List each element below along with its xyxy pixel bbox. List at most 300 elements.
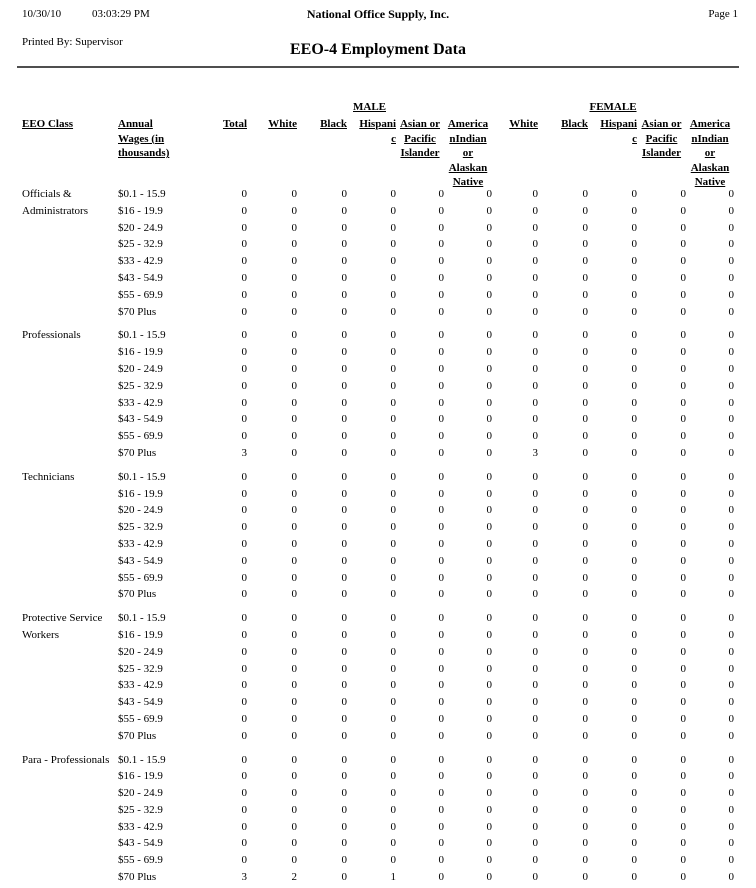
male-hispanic-value-cell: 0 (390, 854, 396, 867)
total-value-cell: 0 (241, 696, 247, 709)
total-value-cell: 0 (241, 271, 247, 284)
total-value-cell: 0 (241, 537, 247, 550)
female-american-indian-value-cell: 0 (728, 588, 734, 601)
female-hispanic-value-cell: 0 (631, 612, 637, 625)
male-white-header (247, 117, 297, 190)
female-white-value-cell: 0 (532, 753, 538, 766)
female-black-value-cell: 0 (582, 504, 588, 517)
female-black-value-cell: 0 (582, 430, 588, 443)
female-black-value-cell: 0 (582, 487, 588, 500)
male-american-indian-value-cell: 0 (486, 729, 492, 742)
male-hispanic-value-cell: 0 (390, 679, 396, 692)
total-value-cell: 0 (241, 662, 247, 675)
male-white-value-cell: 0 (291, 305, 297, 318)
female-american-indian-value-cell: 0 (728, 305, 734, 318)
male-asian-pacific-value-cell: 0 (438, 329, 444, 342)
female-american-indian-value-cell: 0 (728, 446, 734, 459)
male-group-header: MALE (353, 101, 386, 113)
total-value-cell: 0 (241, 628, 247, 641)
wage-band-cell: $16 - 19.9 (118, 628, 163, 641)
male-american-indian-value-cell: 0 (486, 255, 492, 268)
female-hispanic-header (588, 117, 637, 190)
male-american-indian-value-cell: 0 (486, 854, 492, 867)
male-asian-pacific-value-cell: 0 (438, 696, 444, 709)
female-hispanic-value-cell: 0 (631, 271, 637, 284)
male-hispanic-value-cell: 0 (390, 305, 396, 318)
male-american-indian-value-cell: 0 (486, 696, 492, 709)
female-hispanic-value-cell: 0 (631, 288, 637, 301)
male-black-value-cell: 0 (341, 770, 347, 783)
wage-band-cell: $55 - 69.9 (118, 571, 163, 584)
male-american-indian-header-line: Native (452, 176, 484, 189)
male-american-indian-value-cell: 0 (486, 712, 492, 725)
male-hispanic-value-cell: 0 (390, 487, 396, 500)
female-white-value-cell: 0 (532, 396, 538, 409)
female-american-indian-value-cell: 0 (728, 329, 734, 342)
total-value-cell: 0 (241, 787, 247, 800)
female-asian-pacific-value-cell: 0 (680, 288, 686, 301)
table-row (0, 677, 756, 694)
male-asian-pacific-value-cell: 0 (438, 396, 444, 409)
male-black-value-cell: 0 (341, 271, 347, 284)
female-hispanic-value-cell: 0 (631, 628, 637, 641)
female-black-value-cell: 0 (582, 346, 588, 359)
female-asian-pacific-value-cell: 0 (680, 854, 686, 867)
male-asian-pacific-value-cell: 0 (438, 271, 444, 284)
female-white-value-cell: 0 (532, 487, 538, 500)
female-hispanic-value-cell: 0 (631, 430, 637, 443)
female-hispanic-value-cell: 0 (631, 255, 637, 268)
male-hispanic-value-cell: 0 (390, 820, 396, 833)
male-asian-pacific-value-cell: 0 (438, 470, 444, 483)
male-black-value-cell: 0 (341, 645, 347, 658)
female-asian-pacific-value-cell: 0 (680, 238, 686, 251)
female-white-value-cell: 0 (532, 204, 538, 217)
female-american-indian-value-cell: 0 (728, 346, 734, 359)
male-black-value-cell: 0 (341, 854, 347, 867)
female-hispanic-value-cell: 0 (631, 238, 637, 251)
male-asian-pacific-value-cell: 0 (438, 837, 444, 850)
total-header-line: Total (222, 118, 247, 130)
wage-band-cell: $16 - 19.9 (118, 487, 163, 500)
male-american-indian-value-cell: 0 (486, 679, 492, 692)
male-american-indian-header-line: or (462, 147, 474, 160)
female-white-value-cell: 0 (532, 571, 538, 584)
eeo-class-header (22, 117, 118, 190)
male-white-value-cell: 0 (291, 537, 297, 550)
male-american-indian-value-cell: 0 (486, 645, 492, 658)
female-hispanic-value-cell: 0 (631, 645, 637, 658)
total-value-cell: 0 (241, 487, 247, 500)
female-american-indian-value-cell: 0 (728, 787, 734, 800)
male-white-value-cell: 0 (291, 504, 297, 517)
female-american-indian-value-cell: 0 (728, 871, 734, 884)
female-black-value-cell: 0 (582, 612, 588, 625)
table-row (0, 411, 756, 428)
male-asian-pacific-value-cell: 0 (438, 487, 444, 500)
table-row (0, 644, 756, 661)
male-black-value-cell: 0 (341, 470, 347, 483)
female-black-value-cell: 0 (582, 837, 588, 850)
male-white-value-cell: 0 (291, 554, 297, 567)
male-black-value-cell: 0 (341, 504, 347, 517)
wage-band-cell: $70 Plus (118, 588, 157, 601)
female-american-indian-value-cell: 0 (728, 521, 734, 534)
male-american-indian-value-cell: 0 (486, 413, 492, 426)
male-american-indian-header-line: Alaskan (448, 161, 488, 174)
print-date: 10/30/10 (22, 8, 62, 20)
male-hispanic-header-line: c (391, 132, 396, 145)
female-white-value-cell: 0 (532, 255, 538, 268)
female-black-header-line: Black (561, 118, 588, 130)
male-black-header-line: Black (320, 118, 347, 130)
total-value-cell: 0 (241, 238, 247, 251)
male-asian-pacific-value-cell: 0 (438, 871, 444, 884)
male-hispanic-value-cell: 0 (390, 753, 396, 766)
male-asian-pacific-value-cell: 0 (438, 588, 444, 601)
male-black-value-cell: 0 (341, 837, 347, 850)
table-row (0, 378, 756, 395)
wage-band-cell: $43 - 54.9 (118, 554, 163, 567)
female-asian-pacific-header (637, 117, 686, 190)
male-hispanic-value-cell: 0 (390, 346, 396, 359)
male-white-value-cell: 0 (291, 712, 297, 725)
wage-band-cell: $0.1 - 15.9 (118, 753, 166, 766)
eeo-group (0, 186, 756, 320)
female-hispanic-value-cell: 0 (631, 362, 637, 375)
male-american-indian-value-cell: 0 (486, 571, 492, 584)
wage-band-cell: $55 - 69.9 (118, 288, 163, 301)
male-american-indian-value-cell: 0 (486, 803, 492, 816)
female-white-value-cell: 0 (532, 696, 538, 709)
male-black-value-cell: 0 (341, 820, 347, 833)
female-asian-pacific-value-cell: 0 (680, 770, 686, 783)
wage-band-cell: $55 - 69.9 (118, 712, 163, 725)
table-row (0, 570, 756, 587)
male-hispanic-header-line: Hispani (359, 118, 396, 130)
male-black-value-cell: 0 (341, 487, 347, 500)
male-hispanic-value-cell: 0 (390, 329, 396, 342)
male-hispanic-value-cell: 0 (390, 803, 396, 816)
male-black-value-cell: 0 (341, 521, 347, 534)
female-black-value-cell: 0 (582, 628, 588, 641)
annual-wages-header (118, 117, 198, 190)
male-asian-pacific-value-cell: 0 (438, 305, 444, 318)
female-asian-pacific-value-cell: 0 (680, 588, 686, 601)
female-white-value-cell: 0 (532, 504, 538, 517)
male-hispanic-value-cell: 0 (390, 628, 396, 641)
table-row (0, 486, 756, 503)
male-white-value-cell: 0 (291, 612, 297, 625)
wage-band-cell: $16 - 19.9 (118, 204, 163, 217)
female-american-indian-value-cell: 0 (728, 854, 734, 867)
male-asian-pacific-value-cell: 0 (438, 362, 444, 375)
wage-band-cell: $33 - 42.9 (118, 396, 163, 409)
wage-band-cell: $33 - 42.9 (118, 255, 163, 268)
total-value-cell: 0 (241, 820, 247, 833)
wage-band-cell: $0.1 - 15.9 (118, 470, 166, 483)
male-white-value-cell: 0 (291, 645, 297, 658)
female-hispanic-value-cell: 0 (631, 787, 637, 800)
printed-by: Printed By: Supervisor (22, 36, 123, 48)
female-black-value-cell: 0 (582, 753, 588, 766)
male-american-indian-value-cell: 0 (486, 446, 492, 459)
female-white-value-cell: 0 (532, 612, 538, 625)
male-white-value-cell: 0 (291, 288, 297, 301)
total-value-cell: 0 (241, 396, 247, 409)
male-hispanic-value-cell: 1 (390, 871, 396, 884)
male-asian-pacific-value-cell: 0 (438, 679, 444, 692)
female-white-value-cell: 0 (532, 871, 538, 884)
female-black-value-cell: 0 (582, 396, 588, 409)
print-time: 03:03:29 PM (92, 8, 150, 20)
male-black-value-cell: 0 (341, 238, 347, 251)
female-black-value-cell: 0 (582, 379, 588, 392)
female-white-value-cell: 0 (532, 537, 538, 550)
total-value-cell: 0 (241, 255, 247, 268)
page-number: Page 1 (708, 8, 738, 20)
male-american-indian-value-cell: 0 (486, 271, 492, 284)
male-asian-pacific-value-cell: 0 (438, 238, 444, 251)
female-black-value-cell: 0 (582, 729, 588, 742)
wage-band-cell: $43 - 54.9 (118, 696, 163, 709)
male-black-value-cell: 0 (341, 413, 347, 426)
wage-band-cell: $0.1 - 15.9 (118, 329, 166, 342)
male-asian-pacific-header-line: Islander (400, 147, 440, 160)
female-asian-pacific-value-cell: 0 (680, 871, 686, 884)
table-row (0, 586, 756, 603)
male-american-indian-value-cell: 0 (486, 521, 492, 534)
female-white-value-cell: 0 (532, 679, 538, 692)
male-black-value-cell: 0 (341, 803, 347, 816)
male-asian-pacific-value-cell: 0 (438, 413, 444, 426)
male-hispanic-value-cell: 0 (390, 787, 396, 800)
total-value-cell: 0 (241, 288, 247, 301)
male-american-indian-value-cell: 0 (486, 346, 492, 359)
wage-band-cell: $25 - 32.9 (118, 662, 163, 675)
wage-band-cell: $70 Plus (118, 305, 157, 318)
female-black-value-cell: 0 (582, 288, 588, 301)
female-white-value-cell: 0 (532, 729, 538, 742)
female-black-value-cell: 0 (582, 537, 588, 550)
female-asian-pacific-header-line: Islander (641, 147, 682, 160)
male-black-value-cell: 0 (341, 753, 347, 766)
female-white-value-cell: 0 (532, 305, 538, 318)
total-value-cell: 0 (241, 413, 247, 426)
female-asian-pacific-value-cell: 0 (680, 679, 686, 692)
male-hispanic-header (347, 117, 396, 190)
table-row (0, 502, 756, 519)
female-hispanic-value-cell: 0 (631, 305, 637, 318)
female-black-value-cell: 0 (582, 571, 588, 584)
female-hispanic-value-cell: 0 (631, 571, 637, 584)
male-hispanic-value-cell: 0 (390, 288, 396, 301)
wage-band-cell: $33 - 42.9 (118, 679, 163, 692)
header-divider (17, 66, 739, 68)
table-row (0, 728, 756, 745)
male-hispanic-value-cell: 0 (390, 662, 396, 675)
male-american-indian-value-cell: 0 (486, 470, 492, 483)
male-hispanic-value-cell: 0 (390, 413, 396, 426)
female-white-value-cell: 0 (532, 770, 538, 783)
male-asian-pacific-value-cell: 0 (438, 379, 444, 392)
female-black-value-cell: 0 (582, 329, 588, 342)
female-asian-pacific-value-cell: 0 (680, 504, 686, 517)
female-american-indian-value-cell: 0 (728, 430, 734, 443)
female-asian-pacific-value-cell: 0 (680, 662, 686, 675)
male-asian-pacific-value-cell: 0 (438, 537, 444, 550)
female-hispanic-value-cell: 0 (631, 396, 637, 409)
male-american-indian-value-cell: 0 (486, 396, 492, 409)
male-white-value-cell: 0 (291, 329, 297, 342)
female-american-indian-value-cell: 0 (728, 729, 734, 742)
male-white-value-cell: 0 (291, 188, 297, 200)
male-asian-pacific-value-cell: 0 (438, 753, 444, 766)
male-black-value-cell: 0 (341, 787, 347, 800)
female-asian-pacific-value-cell: 0 (680, 787, 686, 800)
female-american-indian-value-cell: 0 (728, 204, 734, 217)
male-white-value-cell: 0 (291, 413, 297, 426)
male-american-indian-value-cell: 0 (486, 537, 492, 550)
male-american-indian-value-cell: 0 (486, 554, 492, 567)
female-hispanic-value-cell: 0 (631, 470, 637, 483)
total-value-cell: 0 (241, 588, 247, 601)
female-hispanic-value-cell: 0 (631, 487, 637, 500)
table-row (0, 785, 756, 802)
female-american-indian-value-cell: 0 (728, 221, 734, 234)
total-value-cell: 0 (241, 430, 247, 443)
female-american-indian-value-cell: 0 (728, 554, 734, 567)
female-hispanic-value-cell: 0 (631, 537, 637, 550)
female-hispanic-value-cell: 0 (631, 521, 637, 534)
eeo-class-label: Professionals (22, 329, 81, 342)
total-value-cell: 0 (241, 712, 247, 725)
female-white-value-cell: 0 (532, 837, 538, 850)
female-hispanic-value-cell: 0 (631, 379, 637, 392)
female-asian-pacific-value-cell: 0 (680, 446, 686, 459)
female-white-value-cell: 0 (532, 188, 538, 200)
female-american-indian-value-cell: 0 (728, 571, 734, 584)
male-american-indian-value-cell: 0 (486, 753, 492, 766)
female-black-value-cell: 0 (582, 554, 588, 567)
male-american-indian-value-cell: 0 (486, 221, 492, 234)
female-asian-pacific-value-cell: 0 (680, 729, 686, 742)
female-hispanic-value-cell: 0 (631, 504, 637, 517)
male-asian-pacific-header-line: Asian or (399, 118, 441, 130)
female-black-value-cell: 0 (582, 271, 588, 284)
female-black-value-cell: 0 (582, 305, 588, 318)
table-row (0, 869, 756, 886)
male-hispanic-value-cell: 0 (390, 504, 396, 517)
male-asian-pacific-value-cell: 0 (438, 645, 444, 658)
female-hispanic-value-cell: 0 (631, 588, 637, 601)
male-white-value-cell: 0 (291, 696, 297, 709)
male-white-value-cell: 0 (291, 446, 297, 459)
total-value-cell: 0 (241, 645, 247, 658)
wage-band-cell: $16 - 19.9 (118, 346, 163, 359)
total-value-cell: 0 (241, 504, 247, 517)
eeo-class-header-line: EEO Class (22, 118, 74, 130)
female-white-header (492, 117, 538, 190)
male-hispanic-value-cell: 0 (390, 521, 396, 534)
female-hispanic-value-cell: 0 (631, 803, 637, 816)
total-value-cell: 0 (241, 329, 247, 342)
annual-wages-header-line: Annual (118, 118, 153, 130)
male-black-value-cell: 0 (341, 871, 347, 884)
female-american-indian-header-line: nIndian (691, 132, 729, 145)
female-hispanic-value-cell: 0 (631, 346, 637, 359)
female-american-indian-header-line: Native (694, 176, 726, 189)
female-hispanic-value-cell: 0 (631, 204, 637, 217)
female-black-value-cell: 0 (582, 446, 588, 459)
male-hispanic-value-cell: 0 (390, 430, 396, 443)
female-black-value-cell: 0 (582, 238, 588, 251)
wage-band-cell: $43 - 54.9 (118, 271, 163, 284)
wage-band-cell: $33 - 42.9 (118, 820, 163, 833)
male-hispanic-value-cell: 0 (390, 729, 396, 742)
female-white-value-cell: 0 (532, 379, 538, 392)
female-white-value-cell: 0 (532, 645, 538, 658)
table-row (0, 768, 756, 785)
female-asian-pacific-value-cell: 0 (680, 612, 686, 625)
male-hispanic-value-cell: 0 (390, 770, 396, 783)
male-white-header-line: White (268, 118, 297, 130)
annual-wages-header-line: Wages (in (118, 132, 165, 145)
female-american-indian-value-cell: 0 (728, 238, 734, 251)
male-american-indian-value-cell: 0 (486, 204, 492, 217)
female-asian-pacific-value-cell: 0 (680, 645, 686, 658)
eeo-class-label: Technicians (22, 470, 75, 483)
male-american-indian-value-cell: 0 (486, 837, 492, 850)
total-value-cell: 0 (241, 770, 247, 783)
female-white-value-cell: 0 (532, 787, 538, 800)
female-white-value-cell: 0 (532, 470, 538, 483)
wage-band-cell: $70 Plus (118, 871, 157, 884)
table-row (0, 270, 756, 287)
female-asian-pacific-value-cell: 0 (680, 329, 686, 342)
male-asian-pacific-value-cell: 0 (438, 288, 444, 301)
female-american-indian-value-cell: 0 (728, 662, 734, 675)
male-asian-pacific-value-cell: 0 (438, 255, 444, 268)
female-black-header (538, 117, 588, 190)
table-row (0, 802, 756, 819)
female-american-indian-value-cell: 0 (728, 820, 734, 833)
male-black-value-cell: 0 (341, 255, 347, 268)
table-row (0, 361, 756, 378)
wage-band-cell: $20 - 24.9 (118, 362, 163, 375)
male-white-value-cell: 0 (291, 221, 297, 234)
female-black-value-cell: 0 (582, 255, 588, 268)
female-hispanic-header-line: c (632, 132, 637, 145)
female-black-value-cell: 0 (582, 362, 588, 375)
wage-band-cell: $55 - 69.9 (118, 430, 163, 443)
male-white-value-cell: 0 (291, 271, 297, 284)
male-asian-pacific-value-cell: 0 (438, 346, 444, 359)
male-white-value-cell: 0 (291, 238, 297, 251)
male-hispanic-value-cell: 0 (390, 837, 396, 850)
male-hispanic-value-cell: 0 (390, 612, 396, 625)
female-asian-pacific-value-cell: 0 (680, 803, 686, 816)
female-american-indian-header (686, 117, 734, 190)
table-row (0, 661, 756, 678)
table-row (0, 536, 756, 553)
female-asian-pacific-value-cell: 0 (680, 379, 686, 392)
total-value-cell: 0 (241, 554, 247, 567)
eeo-group (0, 327, 756, 461)
male-black-value-cell: 0 (341, 588, 347, 601)
female-asian-pacific-value-cell: 0 (680, 554, 686, 567)
wage-band-cell: $33 - 42.9 (118, 537, 163, 550)
